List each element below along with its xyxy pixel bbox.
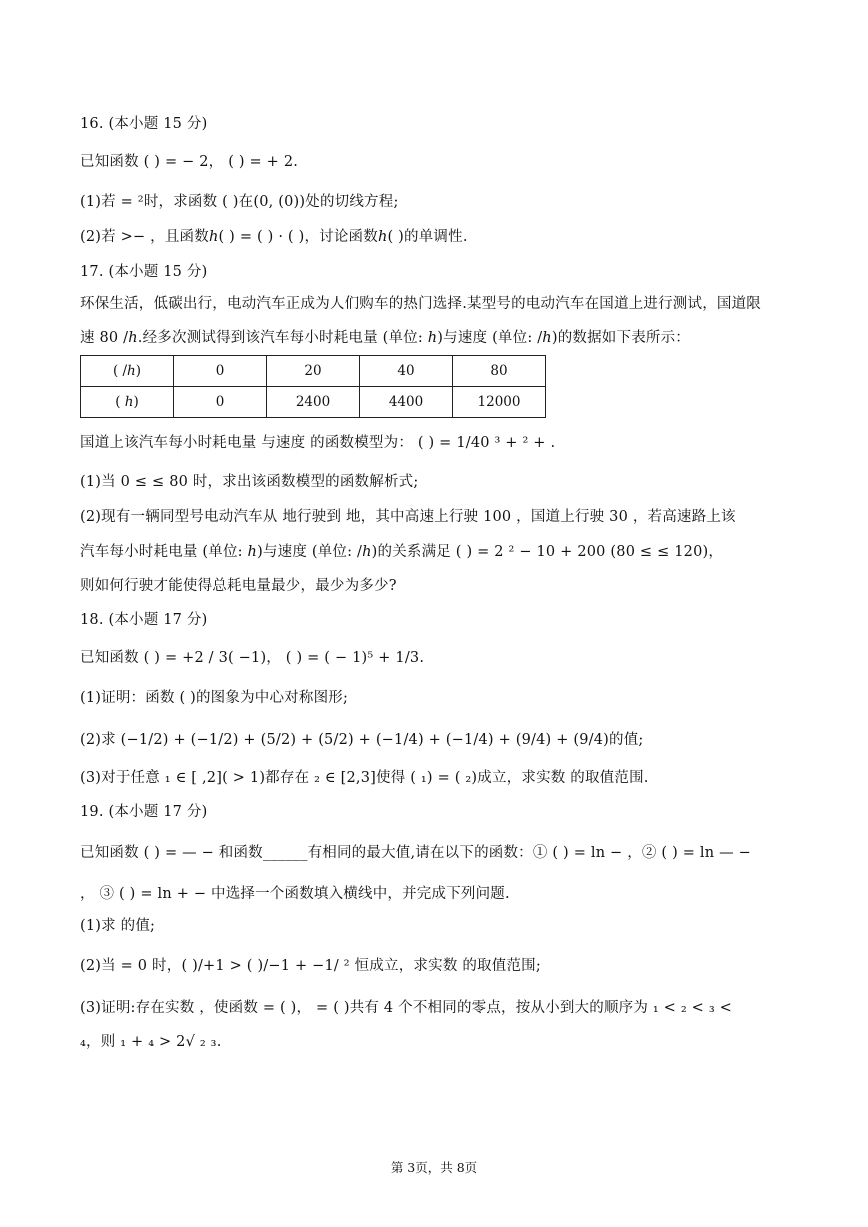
- q17-part2-line2: 汽车每小时耗电量 (单位: ℎ)与速度 (单位: /ℎ)的关系满足 ( ) = 2 ² − 10 + 200 (80 ≤ ≤ 120)，: [80, 544, 724, 560]
- table-cell: 20: [267, 356, 360, 387]
- table-row: [81, 356, 546, 387]
- table-cell: 2400: [267, 387, 360, 418]
- table-cell: ( ℎ): [81, 387, 174, 418]
- table-cell: 40: [360, 356, 453, 387]
- q16-part1: (1)若 = ²时，求函数 ( )在(0, (0))处的切线方程;: [80, 194, 399, 210]
- table-cell: 12000: [453, 387, 546, 418]
- page-footer: 第 3页，共 8页: [390, 1160, 478, 1175]
- q18-part1: (1)证明：函数 ( )的图象为中心对称图形;: [80, 690, 349, 706]
- table-cell: 4400: [360, 387, 453, 418]
- table-row: [81, 387, 546, 418]
- speed-power-table: [80, 355, 546, 418]
- q18-header: 18. (本小题 17 分): [80, 612, 208, 628]
- q16-given: 已知函数 ( ) = − 2， ( ) = + 2.: [80, 154, 299, 170]
- q17-part2-line3: 则如何行驶才能使得总耗电量最少，最少为多少?: [80, 578, 397, 594]
- q19-part1: (1)求 的值;: [80, 918, 156, 934]
- q16-header: 16. (本小题 15 分): [80, 116, 208, 132]
- q18-part3: (3)对于任意 ₁ ∈ [ ,2]( > 1)都存在 ₂ ∈ [2,3]使得 ( ₁) = ( ₂)成立，求实数 的取值范围.: [80, 770, 649, 786]
- q17-part1: (1)当 0 ≤ ≤ 80 时，求出该函数模型的函数解析式;: [80, 474, 419, 490]
- q19-given-line2: ， ③ ( ) = ln + − 中选择一个函数填入横线中，并完成下列问题.: [80, 886, 510, 902]
- q16-part2: (2)若 >− ，且函数ℎ( ) = ( ) · ( )，讨论函数ℎ( )的单调性.: [80, 229, 468, 245]
- q18-part2: (2)求 (−1/2) + (−1/2) + (5/2) + (5/2) + (−1/4) + (−1/4) + (9/4) + (9/4)的值;: [80, 732, 644, 748]
- table-cell: ( /ℎ): [81, 356, 174, 387]
- q18-given: 已知函数 ( ) = +2 / 3( −1)， ( ) = ( − 1)⁵ + 1/3.: [80, 650, 425, 666]
- q19-part3-line2: ₄，则 ₁ + ₄ > 2√ ₂ ₃.: [80, 1034, 222, 1050]
- q19-header: 19. (本小题 17 分): [80, 804, 208, 820]
- q19-given-line1: 已知函数 ( ) = — − 和函数______有相同的最大值,请在以下的函数：① ( ) = ln − ，② ( ) = ln — −: [80, 845, 751, 861]
- q19-part2: (2)当 = 0 时，( )/+1 > ( )/−1 + −1/ ² 恒成立，求实数 的取值范围;: [80, 958, 541, 974]
- q19-part3-line1: (3)证明:存在实数 ，使函数 = ( )， = ( )共有 4 个不相同的零点，按从小到大的顺序为 ₁ < ₂ < ₃ <: [80, 1000, 732, 1016]
- table-cell: 0: [174, 356, 267, 387]
- q17-intro-line2: 速 80 /ℎ.经多次测试得到该汽车每小时耗电量 (单位: ℎ)与速度 (单位: /ℎ)的数据如下表所示：: [80, 330, 690, 346]
- q17-intro-line1: 环保生活，低碳出行，电动汽车正成为人们购车的热门选择.某型号的电动汽车在国道上进行测试，国道限: [80, 296, 762, 312]
- q17-model: 国道上该汽车每小时耗电量 与速度 的函数模型为： ( ) = 1/40 ³ + ² + .: [80, 435, 556, 451]
- table-cell: 0: [174, 387, 267, 418]
- q17-part2-line1: (2)现有一辆同型号电动汽车从 地行驶到 地，其中高速上行驶 100 ，国道上行驶 30 ，若高速路上该: [80, 509, 736, 525]
- q17-header: 17. (本小题 15 分): [80, 264, 208, 280]
- table-cell: 80: [453, 356, 546, 387]
